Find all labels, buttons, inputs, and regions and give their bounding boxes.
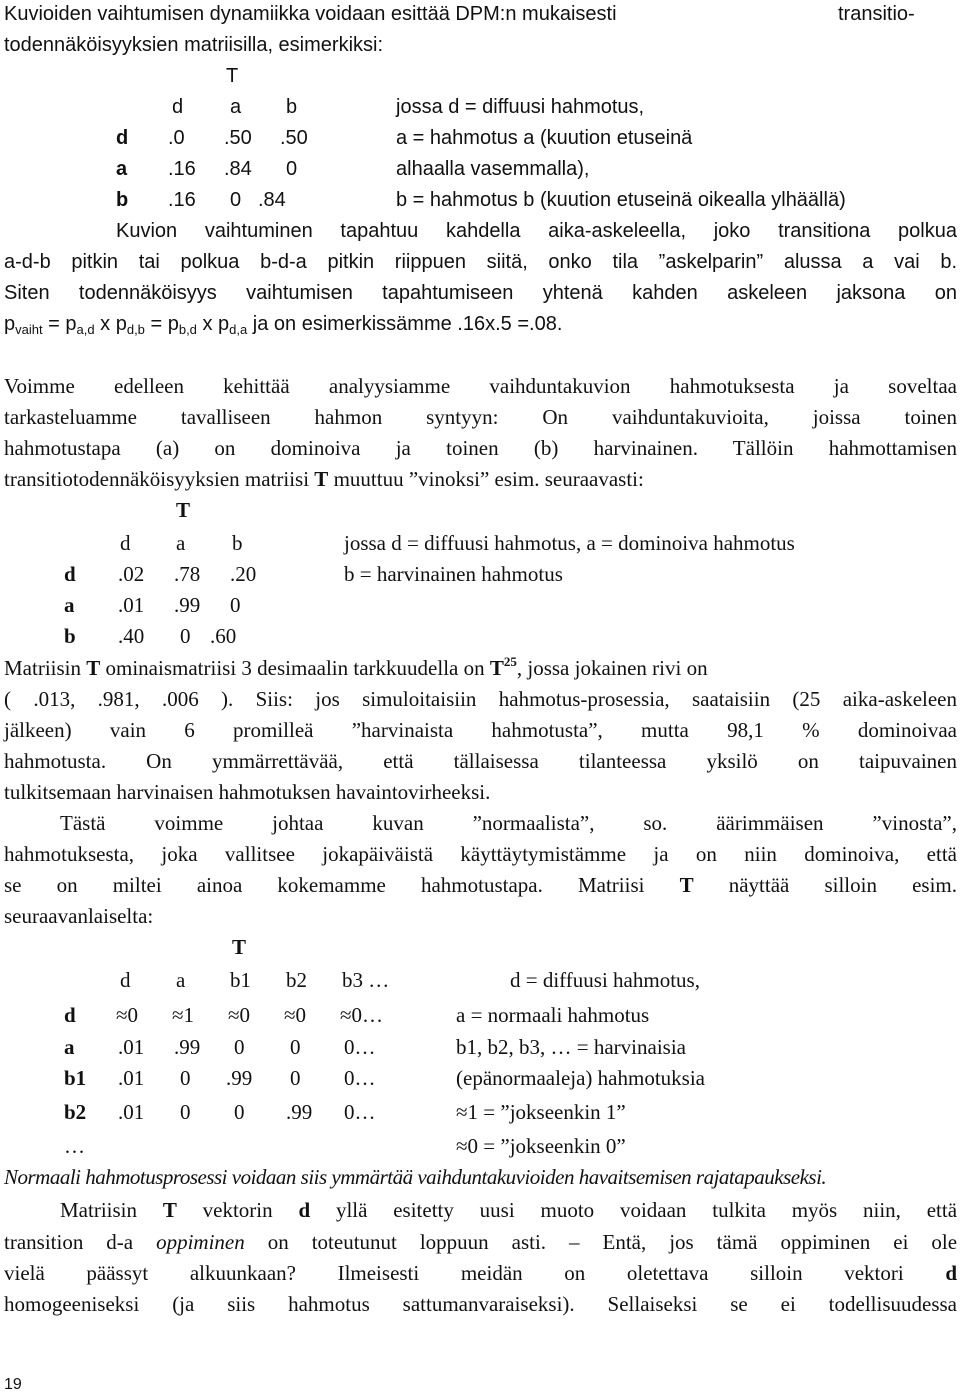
p1-formula-line: $p_{vaiht} = p_{a,d}$ x $p_{d,b} = p_{b,d}$ x $p_{d,a}$ ja on esimerkissämme .16x.5 =.08. [4,313,563,337]
p2-line-4: transitiotodennäköisyyksien matriisi T muuttuu ”vinoksi” esim. seuraavasti: [4,467,644,491]
page-number: 19 [4,1376,22,1393]
p5-line-3: vielä päässyt alkuunkaan? Ilmeisesti meidän on oletettava silloin vektori d [4,1261,957,1285]
intro-line-2: todennäköisyyksien matriisilla, esimerkiksi: [4,34,384,56]
p3-line-5: tulkitsemaan harvinaisen hahmotuksen havaintovirheeksi. [4,780,491,804]
p1-line-3: Siten todennäköisyys vaihtumisen tapahtumiseen yhtenä kahden askeleen jaksona on [4,282,957,304]
p1-line-2: a-d-b pitkin tai polkua b-d-a pitkin riippuen siitä, onko tila ”askelparin” alussa a vai b. [4,251,957,273]
p4-line-2: hahmotuksesta, joka vallitsee jokapäiväistä käyttäytymistämme ja on niin dominoiva, että [4,842,957,866]
p4-line-1: Tästä voimme johtaa kuvan ”normaalista”, so. äärimmäisen ”vinosta”, [60,811,957,835]
p1-line-1: Kuvion vaihtuminen tapahtuu kahdella aika-askeleella, joko transitiona polkua [116,220,957,242]
p2-line-2: tarkasteluamme tavalliseen hahmon syntyyn: On vaihduntakuvioita, joissa toinen [4,405,957,429]
p4-line-4: seuraavanlaiselta: [4,904,154,928]
p5-line-1: Matriisin T vektorin d yllä esitetty uusi muoto voidaan tulkita myös niin, että [60,1198,958,1222]
p5-line-4: homogeeniseksi (ja siis hahmotus sattumanvaraiseksi). Sellaiseksi se ei todellisuudessa [4,1292,957,1316]
p3-line-2: ( .013, .981, .006 ). Siis: jos simuloitaisiin hahmotus-prosessia, saataisiin (25 aika-askeleen [4,687,957,711]
p3-line-3: jälkeen) vain 6 promilleä ”harvinaista hahmotusta”, mutta 98,1 % dominoivaa [4,718,957,742]
p2-line-1: Voimme edelleen kehittää analyysiamme vaihduntakuvion hahmotuksesta ja soveltaa [4,374,957,398]
p5-line-2: transition d-a oppiminen on toteutunut loppuun asti. – Entä, jos tämä oppiminen ei ole [4,1230,958,1254]
italic-conclusion: Normaali hahmotusprosessi voidaan siis ymmärtää vaihduntakuvioiden havaitsemisen rajatapaukseksi. [4,1165,827,1189]
intro-line-1: Kuvioiden vaihtumisen dynamiikka voidaan esittää DPM:n mukaisesti transitio- [4,3,915,25]
p2-line-3: hahmotustapa (a) on dominoiva ja toinen (b) harvinainen. Tällöin hahmottamisen [4,436,957,460]
p3-line-1: Matriisin T ominaismatriisi 3 desimaalin tarkkuudella on $T^{25}$, jossa jokainen rivi on [4,654,708,680]
p4-line-3: se on miltei ainoa kokemamme hahmotustapa. Matriisi T näyttää silloin esim. [4,873,957,897]
p3-line-4: hahmotusta. On ymmärrettävää, että tällaisessa tilanteessa yksilö on taipuvainen [4,749,957,773]
